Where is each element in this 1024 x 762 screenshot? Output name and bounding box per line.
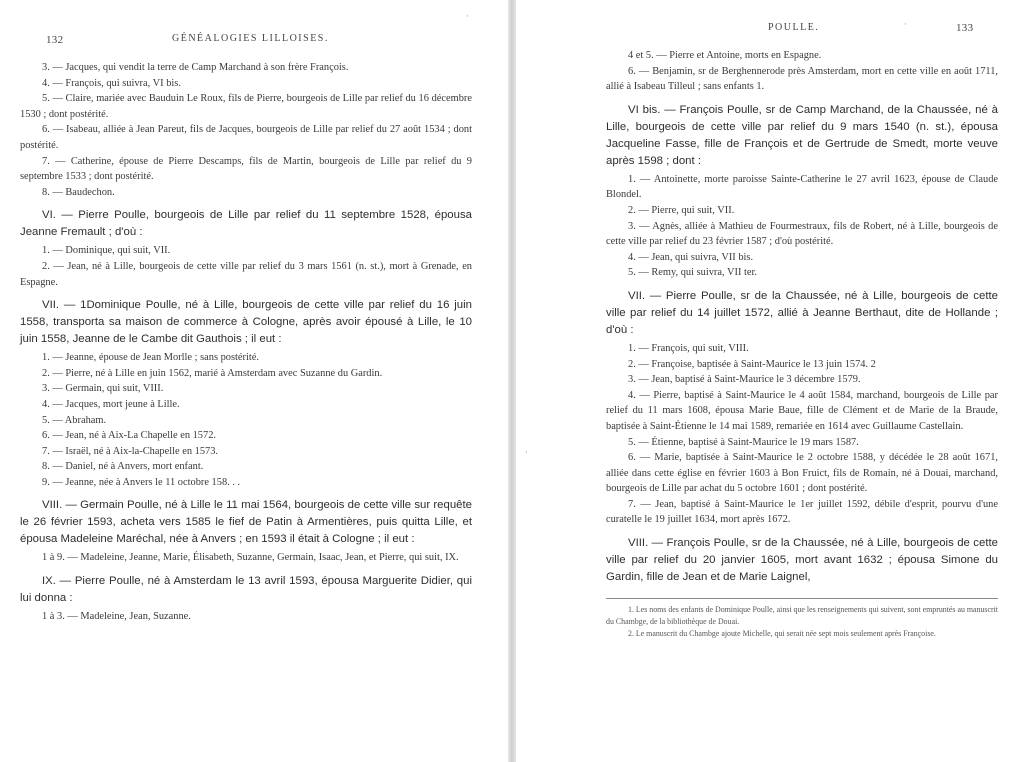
generation-heading: VII. — Pierre Poulle, sr de la Chaussée, né à Lille, bourgeois de cette ville par relief du 14 juillet 1572, allié à Jeanne Berthaut, dite de Hollande ; d'où : xyxy=(606,289,998,336)
genealogy-entry: 5. — Étienne, baptisé à Saint-Maurice le 19 mars 1587. xyxy=(628,436,859,448)
genealogy-entry: 5. — Claire, mariée avec Bauduin Le Roux, fils de Pierre, bourgeois de Lille par relief du 16 décembre 1530 ; dont postérité. xyxy=(20,93,472,120)
footnotes xyxy=(606,598,998,640)
scan-mark: · xyxy=(466,12,469,22)
right-page-body xyxy=(606,48,998,640)
genealogy-entry: 2. — Pierre, qui suit, VII. xyxy=(628,204,735,216)
genealogy-entry: 5. — Abraham. xyxy=(42,414,107,426)
genealogy-entry: 4 et 5. — Pierre et Antoine, morts en Espagne. xyxy=(628,50,822,61)
genealogy-entry: 2. — Françoise, baptisée à Saint-Maurice le 13 juin 1574. 2 xyxy=(628,358,876,370)
genealogy-entry: 2. — Pierre, né à Lille en juin 1562, marié à Amsterdam avec Suzanne du Gardin. xyxy=(42,367,383,379)
genealogy-entry: 6. — Marie, baptisée à Saint-Maurice le 2 octobre 1588, y décédée le 28 août 1671, alliée dans cette église en février 1603 à Bon Fruict, fils de Romain, né à Douai, marchand, bourgeois de Lille par achat du 5 octobre 1601 ; dont postérité. xyxy=(606,452,998,495)
genealogy-entry: 1. — François, qui suit, VIII. xyxy=(628,342,749,354)
book-gutter xyxy=(508,0,516,762)
generation-heading: VI. — Pierre Poulle, bourgeois de Lille par relief du 11 septembre 1528, épousa Jeanne Fremault ; d'où : xyxy=(20,209,472,239)
generation-heading: VIII. — François Poulle, sr de la Chaussée, né à Lille, bourgeois de cette ville par relief du 20 janvier 1605, mort avant 1632 ; épousa Simone du Gardin, fille de Jean et de Marie Laignel, xyxy=(606,537,998,584)
generation-heading: VII. — 1Dominique Poulle, né à Lille, bourgeois de cette ville par relief du 16 juin 1558, transporta sa maison de commerce à Cologne, après avoir épousé à Lille, le 10 juin 1558, Jeanne de le Cambe dit Gauthois ; il eut : xyxy=(20,299,472,346)
genealogy-entry: 7. — Israël, né à Aix-la-Chapelle en 1573. xyxy=(42,445,219,457)
footnote: 1. Les noms des enfants de Dominique Poulle, ainsi que les renseignements qui suivent, sont empruntés au manuscrit du Chambge, de la bibliothèque de Douai. xyxy=(606,605,998,627)
genealogy-entry: 7. — Jean, baptisé à Saint-Maurice le 1er juillet 1592, débile d'esprit, pourvu d'une curatelle le 19 juillet 1634, mort après 1672. xyxy=(606,498,998,526)
scan-mark: · xyxy=(525,448,528,458)
genealogy-entry: 5. — Remy, qui suivra, VII ter. xyxy=(628,267,757,279)
genealogy-entry: 6. — Isabeau, alliée à Jean Pareut, fils de Jacques, bourgeois de Lille par relief du 27 août 1534 ; dont postérité. xyxy=(20,124,472,151)
genealogy-entry: 7. — Catherine, épouse de Pierre Descamps, fils de Martin, bourgeois de Lille par relief du 9 septembre 1533 ; dont postérité. xyxy=(20,155,472,183)
genealogy-entry: 1. — Dominique, qui suit, VII. xyxy=(42,245,171,257)
generation-heading: VIII. — Germain Poulle, né à Lille le 11 mai 1564, bourgeois de cette ville sur requête le 26 février 1593, acheta vers 1585 le fief de Patin à Armentières, puis quitta Lille, et épousa Madeleine Maréchal, née à Anvers ; en 1593 il était à Cologne ; il eut : xyxy=(20,499,472,546)
scan-dot: · xyxy=(904,20,907,30)
genealogy-entry: 3. — Jacques, qui vendit la terre de Camp Marchand à son frère François. xyxy=(42,62,349,73)
genealogy-entry: 2. — Jean, né à Lille, bourgeois de cette ville par relief du 3 mars 1561 (n. st.), mort à Grenade, en Espagne. xyxy=(20,260,472,288)
left-running-title: GÉNÉALOGIES LILLOISES. xyxy=(172,33,329,44)
genealogy-entry: 1 à 9. — Madeleine, Jeanne, Marie, Élisabeth, Suzanne, Germain, Isaac, Jean, et Pierre, qui suit, IX. xyxy=(42,552,459,564)
genealogy-entry: 8. — Baudechon. xyxy=(42,186,115,198)
genealogy-entry: 1. — Antoinette, morte paroisse Sainte-Catherine le 27 avril 1623, épouse de Claude Blondel. xyxy=(606,173,998,201)
genealogy-entry: 1 à 3. — Madeleine, Jean, Suzanne. xyxy=(42,611,191,623)
genealogy-entry: 6. — Benjamin, sr de Berghennerode près Amsterdam, mort en cette ville en août 1711, allié à Isabeau Tilleul ; sans enfants 1. xyxy=(606,65,998,93)
genealogy-entry: 3. — Jean, baptisé à Saint-Maurice le 3 décembre 1579. xyxy=(628,374,861,386)
genealogy-entry: 3. — Germain, qui suit, VIII. xyxy=(42,383,164,395)
genealogy-entry: 8. — Daniel, né à Anvers, mort enfant. xyxy=(42,461,204,473)
right-page-number: 133 xyxy=(956,22,974,34)
genealogy-entry: 9. — Jeanne, née à Anvers le 11 octobre 158. . . xyxy=(42,476,241,488)
genealogy-entry: 3. — Agnès, alliée à Mathieu de Fourmestraux, fils de Robert, né à Lille, bourgeois de cette ville par relief du 23 février 1587 ; d'où postérité. xyxy=(606,220,998,248)
genealogy-entry: 4. — François, qui suivra, VI bis. xyxy=(42,77,181,89)
genealogy-entry: 4. — Jean, qui suivra, VII bis. xyxy=(628,251,754,263)
generation-heading: IX. — Pierre Poulle, né à Amsterdam le 13 avril 1593, épousa Marguerite Didier, qui lui donna : xyxy=(20,575,472,605)
footnote: 2. Le manuscrit du Chambge ajoute Michelle, qui serait née sept mois seulement après Françoise. xyxy=(628,629,936,639)
genealogy-entry: 4. — Jacques, mort jeune à Lille. xyxy=(42,398,180,410)
genealogy-entry: 6. — Jean, né à Aix-La Chapelle en 1572. xyxy=(42,430,216,442)
genealogy-entry: 1. — Jeanne, épouse de Jean Morlle ; sans postérité. xyxy=(42,352,259,364)
genealogy-entry: 4. — Pierre, baptisé à Saint-Maurice le 4 août 1584, marchand, bourgeois de Lille par relief du 11 mars 1608, épousa Marie Baue, fille de Clément et de Marie de la Braude, baptisée à Saint-Étienne le 14 mai 1589, remariée en 1614 avec Guillaume Castellain. xyxy=(606,389,998,432)
right-running-title: POULLE. xyxy=(768,22,820,33)
generation-heading: VI bis. — François Poulle, sr de Camp Marchand, de la Chaussée, né à Lille, bourgeois de cette ville par relief du 9 mars 1540 (n. st.), épousa Jacqueline Fasse, fille de François et de Gertrude de Smedt, morte veuve après 1598 ; dont : xyxy=(606,103,998,167)
left-page-body xyxy=(20,60,472,625)
right-page xyxy=(516,0,1024,762)
left-page-number: 132 xyxy=(46,34,64,46)
left-page xyxy=(0,0,508,762)
